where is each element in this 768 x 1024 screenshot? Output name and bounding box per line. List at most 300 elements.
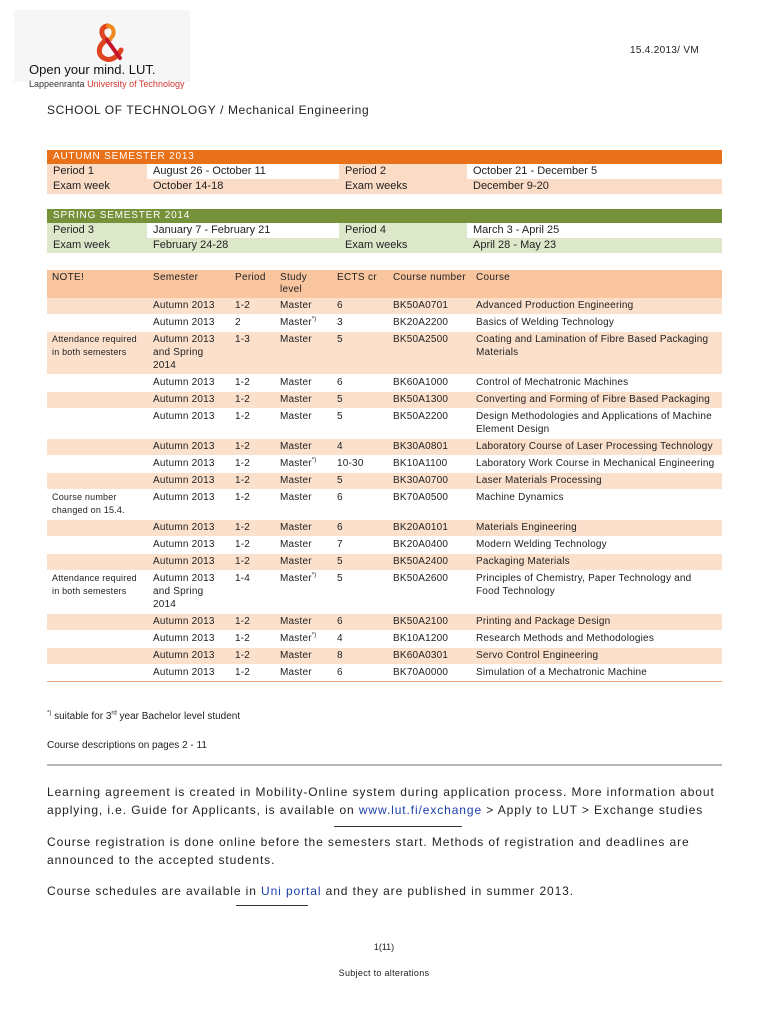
period-cell-text: 1-2 — [235, 377, 251, 388]
semester-cell — [148, 520, 230, 537]
study-level-cell-text: Master — [280, 458, 312, 469]
period-dates: January 7 - February 21 — [153, 224, 271, 236]
learning-agreement-paragraph — [47, 783, 727, 819]
period-cell-text: 1-2 — [235, 556, 251, 567]
table-row — [47, 456, 722, 473]
course-schedules-paragraph — [47, 882, 727, 900]
study-level-cell — [275, 315, 332, 332]
course-number-cell-text: BK50A0701 — [393, 300, 449, 311]
link-underline — [236, 905, 308, 906]
study-level-cell — [275, 473, 332, 490]
ects-cell — [332, 631, 388, 648]
column-header-note: NOTE! — [47, 270, 148, 298]
course-number-cell-text: BK20A2200 — [393, 317, 449, 328]
school-title: SCHOOL OF TECHNOLOGY / Mechanical Engineering — [47, 103, 370, 117]
course-number-cell — [388, 375, 471, 392]
course-name-cell-text: Converting and Forming of Fibre Based Packaging — [476, 394, 710, 405]
table-row — [47, 375, 722, 392]
semester-cell — [148, 571, 230, 614]
note-cell — [47, 332, 148, 375]
note-cell — [47, 648, 148, 665]
course-number-cell — [388, 554, 471, 571]
course-number-cell — [388, 315, 471, 332]
ects-cell — [332, 490, 388, 520]
note-cell — [47, 631, 148, 648]
course-name-cell-text: Laser Materials Processing — [476, 475, 602, 486]
course-name-cell-text: Laboratory Course of Laser Processing Technology — [476, 441, 713, 452]
study-level-cell — [275, 571, 332, 614]
table-row — [47, 409, 722, 439]
semester-cell-text: Autumn 2013 — [153, 539, 215, 550]
ects-cell — [332, 648, 388, 665]
course-number-cell — [388, 631, 471, 648]
period-cell — [230, 614, 275, 631]
course-number-cell — [388, 571, 471, 614]
exam-dates: February 24-28 — [147, 238, 339, 253]
period-cell-text: 1-2 — [235, 539, 251, 550]
semester-cell-text: Autumn 2013 — [153, 522, 215, 533]
course-name-cell — [471, 490, 722, 520]
note-cell — [47, 490, 148, 520]
course-name-cell — [471, 648, 722, 665]
ects-cell — [332, 392, 388, 409]
period-cell — [230, 332, 275, 375]
table-row — [47, 520, 722, 537]
semester-cell — [148, 490, 230, 520]
note-cell — [47, 298, 148, 315]
course-name-cell-text: Simulation of a Mechatronic Machine — [476, 667, 647, 678]
semester-cell-text: Autumn 2013 — [153, 616, 215, 627]
period-cell — [230, 315, 275, 332]
spring-semester-header: SPRING SEMESTER 2014 — [47, 209, 722, 223]
period-cell — [230, 456, 275, 473]
course-name-cell-text: Principles of Chemistry, Paper Technology and Food Technology — [476, 573, 692, 597]
course-name-cell — [471, 456, 722, 473]
period-cell-text: 1-2 — [235, 411, 251, 422]
paragraph-text: Learning agreement is created in Mobility-Online system during application process. More information about applying, i.e. Guide for Applicants, is available on — [47, 785, 715, 817]
paragraph-text: Course schedules are available in — [47, 884, 262, 898]
study-level-cell-text: Master — [280, 317, 312, 328]
study-level-cell — [275, 375, 332, 392]
study-level-cell — [275, 537, 332, 554]
course-number-cell — [388, 392, 471, 409]
study-level-cell — [275, 631, 332, 648]
period-cell — [230, 537, 275, 554]
course-name-cell — [471, 537, 722, 554]
ects-cell-text: 7 — [337, 539, 343, 550]
study-level-cell-text: Master — [280, 377, 312, 388]
semester-cell — [148, 554, 230, 571]
study-level-cell — [275, 648, 332, 665]
ects-cell — [332, 520, 388, 537]
study-level-cell — [275, 665, 332, 682]
study-level-cell-text: Master — [280, 522, 312, 533]
spring-row — [47, 238, 722, 253]
ects-cell — [332, 332, 388, 375]
ects-cell-text: 5 — [337, 394, 343, 405]
logo-university: University of Technology — [87, 79, 185, 89]
course-name-cell-text: Research Methods and Methodologies — [476, 633, 655, 644]
course-number-cell — [388, 520, 471, 537]
column-header-ects: ECTS cr — [332, 270, 388, 298]
semester-cell — [148, 298, 230, 315]
study-level-cell-text: Master — [280, 411, 312, 422]
semester-cell-text: Autumn 2013 — [153, 441, 215, 452]
semester-cell — [148, 665, 230, 682]
note-cell — [47, 315, 148, 332]
note-cell-text: Attendance required in both semesters — [52, 573, 137, 596]
ects-cell — [332, 409, 388, 439]
course-name-cell — [471, 554, 722, 571]
course-name-cell — [471, 571, 722, 614]
period-cell — [230, 473, 275, 490]
course-number-cell-text: BK50A2200 — [393, 411, 449, 422]
period-label: Period 2 — [339, 164, 467, 179]
study-level-cell-text: Master — [280, 492, 312, 503]
exam-dates: April 28 - May 23 — [467, 238, 722, 253]
semester-cell-text: Autumn 2013 — [153, 300, 215, 311]
course-name-cell-text: Advanced Production Engineering — [476, 300, 634, 311]
study-level-cell-text: Master — [280, 633, 312, 644]
study-level-cell-text: Master — [280, 394, 312, 405]
note-cell-text: Attendance required in both semesters — [52, 334, 137, 357]
period-cell-text: 2 — [235, 317, 241, 328]
semester-cell-text: Autumn 2013 and Spring 2014 — [153, 334, 215, 371]
course-name-cell-text: Packaging Materials — [476, 556, 570, 567]
footnote-marker: *) — [311, 316, 317, 323]
course-name-cell — [471, 315, 722, 332]
course-number-cell — [388, 439, 471, 456]
period-cell-text: 1-2 — [235, 667, 251, 678]
course-number-cell-text: BK50A1300 — [393, 394, 449, 405]
semester-cell — [148, 537, 230, 554]
study-level-cell-text: Master — [280, 556, 312, 567]
period-cell-text: 1-4 — [235, 573, 251, 584]
study-level-cell — [275, 392, 332, 409]
study-level-cell — [275, 614, 332, 631]
study-level-cell-text: Master — [280, 539, 312, 550]
table-row — [47, 439, 722, 456]
column-header-study-level: Study level — [275, 270, 332, 298]
note-cell — [47, 520, 148, 537]
table-row — [47, 298, 722, 315]
column-header-course-number: Course number — [388, 270, 471, 298]
logo-city: Lappeenranta — [29, 79, 85, 89]
date-stamp: 15.4.2013/ VM — [630, 45, 699, 56]
course-number-cell-text: BK10A1200 — [393, 633, 449, 644]
exam-label: Exam weeks — [339, 179, 467, 194]
course-number-cell-text: BK50A2400 — [393, 556, 449, 567]
period-cell — [230, 554, 275, 571]
period-cell — [230, 665, 275, 682]
course-name-cell — [471, 520, 722, 537]
ects-cell — [332, 473, 388, 490]
period-cell — [230, 392, 275, 409]
course-name-cell-text: Control of Mechatronic Machines — [476, 377, 629, 388]
study-level-cell-text: Master — [280, 441, 312, 452]
course-number-cell-text: BK30A0700 — [393, 475, 449, 486]
semester-cell-text: Autumn 2013 — [153, 394, 215, 405]
lut-logo — [14, 10, 190, 89]
period-cell-text: 1-2 — [235, 522, 251, 533]
ects-cell — [332, 554, 388, 571]
semester-cell — [148, 409, 230, 439]
semester-cell — [148, 439, 230, 456]
ects-cell-text: 6 — [337, 522, 343, 533]
exam-label: Exam week — [47, 179, 147, 194]
semester-cell — [148, 631, 230, 648]
semester-cell-text: Autumn 2013 — [153, 377, 215, 388]
course-name-cell — [471, 473, 722, 490]
logo-slogan: Open your mind. LUT. — [29, 62, 156, 77]
footnote-text-end: year Bachelor level student — [116, 711, 241, 722]
course-name-cell — [471, 614, 722, 631]
period-cell — [230, 631, 275, 648]
table-row — [47, 537, 722, 554]
semester-cell — [148, 375, 230, 392]
course-number-cell — [388, 298, 471, 315]
course-number-cell — [388, 665, 471, 682]
course-name-cell-text: Laboratory Work Course in Mechanical Engineering — [476, 458, 715, 469]
semester-cell-text: Autumn 2013 — [153, 556, 215, 567]
autumn-row — [47, 164, 722, 179]
course-number-cell-text: BK50A2600 — [393, 573, 449, 584]
ects-cell-text: 6 — [337, 616, 343, 627]
course-number-cell-text: BK20A0101 — [393, 522, 449, 533]
study-level-cell — [275, 490, 332, 520]
period-dates: August 26 - October 11 — [153, 165, 266, 177]
table-row — [47, 392, 722, 409]
exchange-link[interactable]: www.lut.fi/exchange — [358, 803, 483, 817]
ects-cell-text: 5 — [337, 573, 343, 584]
semester-cell-text: Autumn 2013 — [153, 667, 215, 678]
course-descriptions-note: Course descriptions on pages 2 - 11 — [47, 740, 207, 751]
course-number-cell — [388, 332, 471, 375]
note-cell — [47, 537, 148, 554]
note-cell — [47, 392, 148, 409]
course-name-cell — [471, 332, 722, 375]
uni-portal-link[interactable]: Uni portal — [261, 884, 322, 898]
study-level-cell — [275, 520, 332, 537]
semester-cell — [148, 332, 230, 375]
semester-cell-text: Autumn 2013 — [153, 633, 215, 644]
divider — [47, 764, 722, 766]
table-row — [47, 665, 722, 682]
period-label: Period 3 — [47, 223, 147, 238]
course-name-cell — [471, 631, 722, 648]
ects-cell — [332, 665, 388, 682]
course-number-cell-text: BK50A2100 — [393, 616, 449, 627]
course-name-cell — [471, 409, 722, 439]
note-cell — [47, 665, 148, 682]
study-level-cell-text: Master — [280, 475, 312, 486]
period-cell-text: 1-2 — [235, 475, 251, 486]
course-registration-paragraph: Course registration is done online before the semesters start. Methods of registration and deadlines are announced to the accepted students. — [47, 835, 690, 867]
period-cell — [230, 490, 275, 520]
semester-cell-text: Autumn 2013 and Spring 2014 — [153, 573, 215, 610]
study-level-cell — [275, 409, 332, 439]
ects-cell-text: 5 — [337, 475, 343, 486]
ects-cell-text: 5 — [337, 411, 343, 422]
semester-cell-text: Autumn 2013 — [153, 411, 215, 422]
footnote-marker: *) — [311, 632, 317, 639]
note-cell — [47, 554, 148, 571]
course-number-cell-text: BK50A2500 — [393, 334, 449, 345]
column-header-course: Course — [471, 270, 722, 298]
note-cell — [47, 614, 148, 631]
period-cell-text: 1-2 — [235, 458, 251, 469]
footnote-text: suitable for 3 — [51, 711, 112, 722]
course-name-cell-text: Modern Welding Technology — [476, 539, 607, 550]
table-row — [47, 473, 722, 490]
note-cell — [47, 375, 148, 392]
ects-cell — [332, 375, 388, 392]
ects-cell — [332, 571, 388, 614]
course-number-cell — [388, 537, 471, 554]
study-level-cell — [275, 439, 332, 456]
course-number-cell-text: BK70A0000 — [393, 667, 449, 678]
study-level-cell — [275, 332, 332, 375]
course-name-cell-text: Machine Dynamics — [476, 492, 564, 503]
semester-cell-text: Autumn 2013 — [153, 492, 215, 503]
column-header-semester: Semester — [148, 270, 230, 298]
period-cell-text: 1-3 — [235, 334, 251, 345]
period-cell — [230, 439, 275, 456]
study-level-cell — [275, 456, 332, 473]
period-cell — [230, 520, 275, 537]
course-number-cell — [388, 614, 471, 631]
period-dates: March 3 - April 25 — [473, 224, 560, 236]
course-number-cell-text: BK60A0301 — [393, 650, 449, 661]
ampersand-logo-icon — [94, 22, 124, 62]
ects-cell-text: 10-30 — [337, 458, 364, 469]
period-cell-text: 1-2 — [235, 300, 251, 311]
course-number-cell — [388, 409, 471, 439]
period-label: Period 4 — [339, 223, 467, 238]
ects-cell-text: 5 — [337, 334, 343, 345]
logo-university-name — [29, 79, 184, 89]
exam-label: Exam weeks — [339, 238, 467, 253]
ects-cell-text: 8 — [337, 650, 343, 661]
semester-cell-text: Autumn 2013 — [153, 650, 215, 661]
course-name-cell — [471, 375, 722, 392]
semester-cell — [148, 456, 230, 473]
semester-cell-text: Autumn 2013 — [153, 458, 215, 469]
note-cell — [47, 473, 148, 490]
ects-cell — [332, 537, 388, 554]
course-name-cell-text: Design Methodologies and Applications of Machine Element Design — [476, 411, 712, 435]
note-cell — [47, 456, 148, 473]
footnote — [47, 711, 240, 722]
period-cell-text: 1-2 — [235, 441, 251, 452]
semester-cell — [148, 315, 230, 332]
semester-cell — [148, 614, 230, 631]
study-level-cell-text: Master — [280, 573, 312, 584]
course-name-cell — [471, 439, 722, 456]
exam-label: Exam week — [47, 238, 147, 253]
course-name-cell-text: Servo Control Engineering — [476, 650, 599, 661]
course-name-cell — [471, 298, 722, 315]
period-cell — [230, 571, 275, 614]
ects-cell-text: 6 — [337, 492, 343, 503]
course-number-cell — [388, 456, 471, 473]
paragraph-text: and they are published in summer 2013. — [321, 884, 574, 898]
course-number-cell-text: BK30A0801 — [393, 441, 449, 452]
ects-cell-text: 6 — [337, 667, 343, 678]
autumn-semester-table — [47, 150, 722, 194]
course-number-cell — [388, 648, 471, 665]
ects-cell-text: 6 — [337, 377, 343, 388]
ects-cell — [332, 439, 388, 456]
study-level-cell-text: Master — [280, 650, 312, 661]
semester-cell — [148, 473, 230, 490]
table-row — [47, 315, 722, 332]
footnote-mark: *) — [47, 710, 52, 717]
footnote-marker: *) — [311, 572, 317, 579]
note-cell — [47, 439, 148, 456]
course-number-cell-text: BK60A1000 — [393, 377, 449, 388]
exam-dates: October 14-18 — [147, 179, 339, 194]
exam-dates: December 9-20 — [467, 179, 722, 194]
period-cell — [230, 298, 275, 315]
table-row — [47, 571, 722, 614]
course-name-cell-text: Basics of Welding Technology — [476, 317, 615, 328]
period-cell-text: 1-2 — [235, 650, 251, 661]
course-number-cell-text: BK10A1100 — [393, 458, 448, 469]
ects-cell-text: 3 — [337, 317, 343, 328]
period-cell — [230, 375, 275, 392]
table-row — [47, 631, 722, 648]
table-row — [47, 332, 722, 375]
semester-cell-text: Autumn 2013 — [153, 475, 215, 486]
footnote-ordinal: rd — [111, 710, 117, 717]
spring-semester-table — [47, 209, 722, 253]
study-level-cell-text: Master — [280, 334, 312, 345]
link-underline — [334, 826, 462, 827]
semester-cell — [148, 392, 230, 409]
semester-cell-text: Autumn 2013 — [153, 317, 215, 328]
table-row — [47, 554, 722, 571]
note-cell — [47, 571, 148, 614]
table-row — [47, 648, 722, 665]
note-cell — [47, 409, 148, 439]
study-level-cell — [275, 554, 332, 571]
ects-cell-text: 6 — [337, 300, 343, 311]
autumn-semester-header: AUTUMN SEMESTER 2013 — [47, 150, 722, 164]
course-number-cell-text: BK70A0500 — [393, 492, 449, 503]
note-cell-text: Course number changed on 15.4. — [52, 492, 125, 515]
subject-to-alterations: Subject to alterations — [338, 968, 430, 978]
semester-cell — [148, 648, 230, 665]
ects-cell — [332, 614, 388, 631]
course-number-cell — [388, 490, 471, 520]
course-name-cell — [471, 392, 722, 409]
period-cell-text: 1-2 — [235, 633, 251, 644]
ects-cell-text: 5 — [337, 556, 343, 567]
study-level-cell-text: Master — [280, 667, 312, 678]
course-name-cell-text: Printing and Package Design — [476, 616, 611, 627]
period-cell-text: 1-2 — [235, 394, 251, 405]
period-cell — [230, 409, 275, 439]
table-row — [47, 490, 722, 520]
ects-cell-text: 4 — [337, 633, 343, 644]
course-name-cell-text: Coating and Lamination of Fibre Based Packaging Materials — [476, 334, 709, 358]
page-number: 1(11) — [373, 942, 395, 952]
period-label: Period 1 — [47, 164, 147, 179]
period-cell-text: 1-2 — [235, 492, 251, 503]
period-dates: October 21 - December 5 — [473, 165, 598, 177]
footnote-marker: *) — [311, 457, 317, 464]
